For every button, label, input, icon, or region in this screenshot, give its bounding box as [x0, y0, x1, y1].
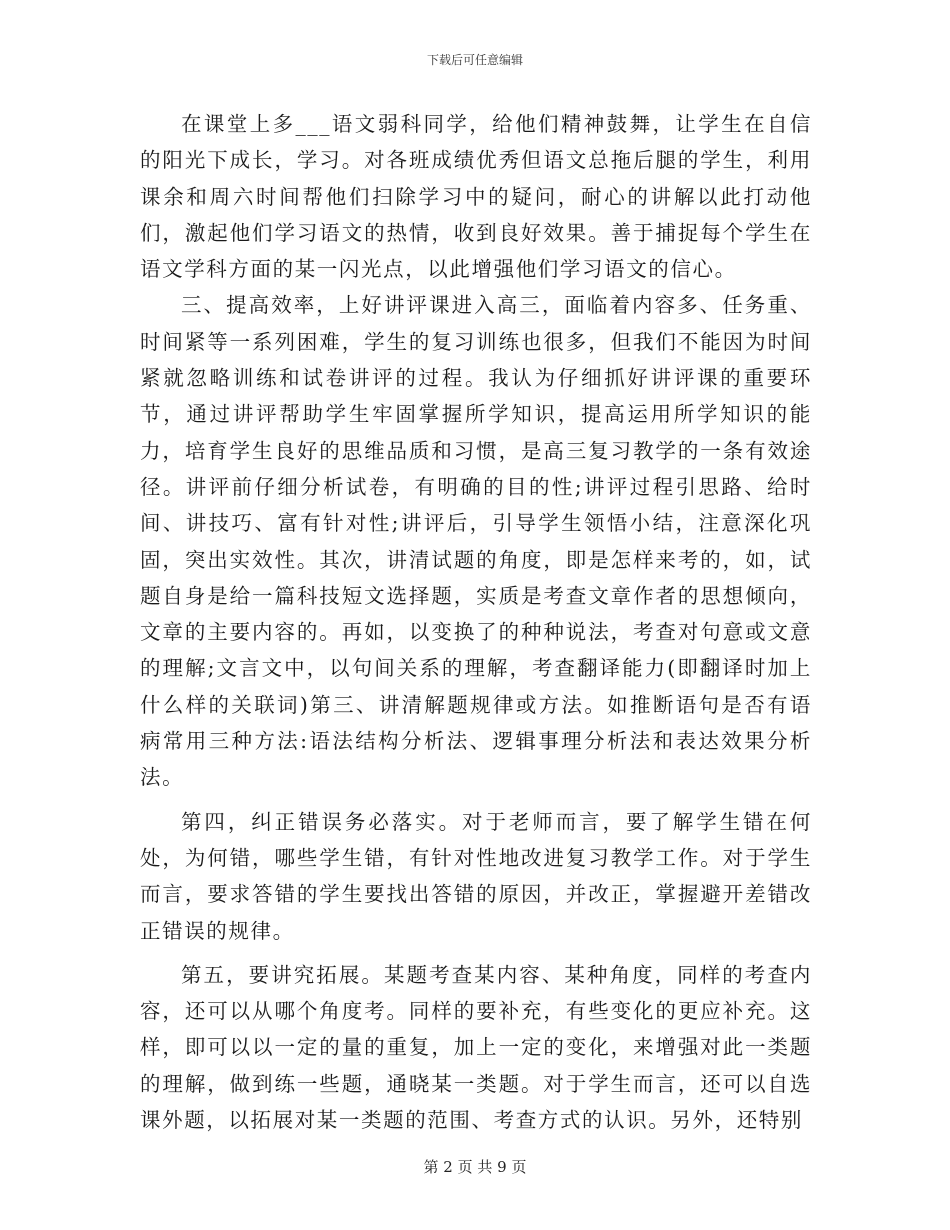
paragraph-extension: 第五，要讲究拓展。某题考查某内容、某种角度，同样的考查内容，还可以从哪个角度考。同样的要补充，有些变化的更应补充。这样，即可以以一定的量的重复，加上一定的变化，来增强对此一类题的理解，做到练一些题，通晓某一类题。对于学生而言，还可以自选课外题，以拓展对某一类题的范围、考查方式的认识。另外，还特别: [140, 962, 812, 1133]
paragraph-correct-mistakes: 第四，纠正错误务必落实。对于老师而言，要了解学生错在何处，为何错，哪些学生错，有针对性地改进复习教学工作。对于学生而言，要求答错的学生要找出答错的原因，并改正，掌握避开差错改正错误的规律。: [140, 809, 812, 943]
paragraph-encourage-weak-students: 在课堂上多___语文弱科同学，给他们精神鼓舞，让学生在自信的阳光下成长，学习。对各班成绩优秀但语文总拖后腿的学生，利用课余和周六时间帮他们扫除学习中的疑问，耐心的讲解以此打动他们，激起他们学习语文的热情，收到良好效果。善于捕捉每个学生在语文学科方面的某一闪光点，以此增强他们学习语文的信心。: [140, 112, 812, 282]
document-body: [140, 106, 812, 1138]
page-number: 第 2 页 共 9 页: [423, 1158, 527, 1176]
paragraph-review-lessons: 三、提高效率，上好讲评课进入高三，面临着内容多、任务重、时间紧等一系列困难，学生的复习训练也很多，但我们不能因为时间紧就忽略训练和试卷讲评的过程。我认为仔细抓好讲评课的重要环节，通过讲评帮助学生牢固掌握所学知识，提高运用所学知识的能力，培育学生良好的思维品质和习惯，是高三复习教学的一条有效途径。讲评前仔细分析试卷，有明确的目的性;讲评过程引思路、给时间、讲技巧、富有针对性;讲评后，引导学生领悟小结，注意深化巩固，突出实效性。其次，讲清试题的角度，即是怎样来考的，如，试题自身是给一篇科技短文选择题，实质是考查文章作者的思想倾向，文章的主要内容的。再如，以变换了的种种说法，考查对句意或文意的理解;文言文中，以句间关系的理解，考查翻译能力(即翻译时加上什么样的关联词)第三、讲清解题规律或方法。如推断语句是否有语病常用三种方法:语法结构分析法、逻辑事理分析法和表达效果分析法。: [140, 293, 812, 790]
page-header: 下载后可任意编辑: [426, 53, 523, 67]
